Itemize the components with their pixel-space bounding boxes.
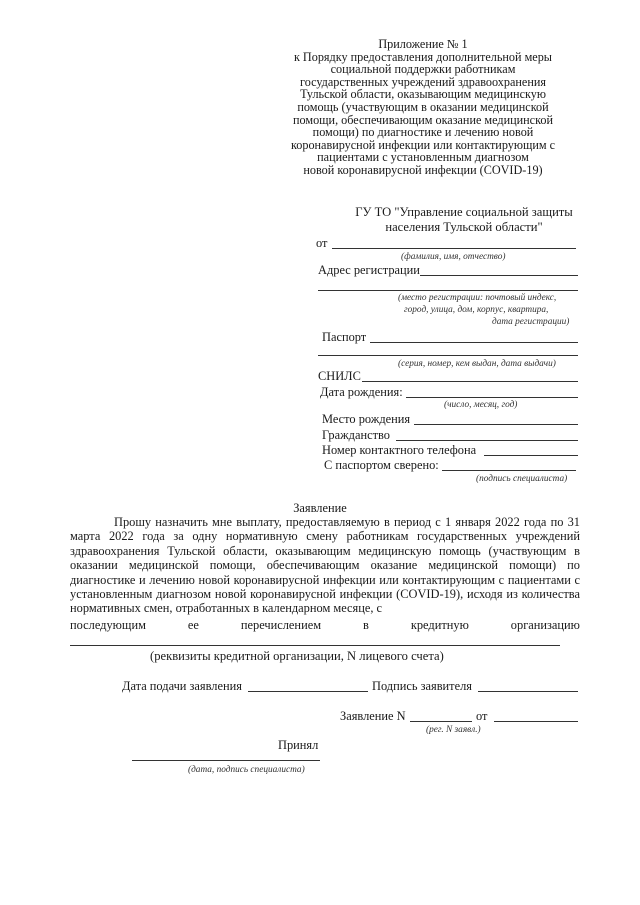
appendix-line: помощи) по диагностике и лечению новой — [312, 125, 534, 140]
snils-field[interactable] — [362, 381, 578, 382]
verified-field[interactable] — [442, 470, 576, 471]
citizenship-label: Гражданство — [322, 428, 390, 442]
application-number-field[interactable] — [410, 721, 472, 722]
statement-word: перечислением — [240, 618, 322, 632]
appendix-line: Тульской области, оказывающим медицинскую — [300, 87, 546, 102]
passport-label: Паспорт — [322, 330, 367, 344]
accepted-field[interactable] — [132, 760, 320, 761]
submission-date-label: Дата подачи заявления — [122, 679, 242, 693]
applicant-signature-field[interactable] — [478, 691, 578, 692]
appendix-line: новой коронавирусной инфекции (COVID-19) — [303, 162, 543, 177]
phone-label: Номер контактного телефона — [322, 443, 477, 457]
reg-address-hint: дата регистрации) — [492, 317, 570, 327]
registration-number-hint: (рег. N заявл.) — [426, 725, 481, 735]
appendix-line: Приложение № 1 — [378, 37, 468, 51]
statement-title: Заявление — [293, 501, 347, 515]
statement-word: в — [363, 618, 369, 632]
appendix-line: пациентами с установленным диагнозом — [317, 150, 529, 165]
passport-field[interactable] — [370, 342, 578, 343]
statement-last-line — [70, 618, 580, 633]
addressee — [340, 205, 588, 235]
dob-label: Дата рождения: — [320, 385, 403, 399]
citizenship-field[interactable] — [396, 440, 578, 441]
submission-date-field[interactable] — [248, 691, 368, 692]
accepted-hint: (дата, подпись специалиста) — [188, 765, 305, 775]
phone-field[interactable] — [484, 455, 578, 456]
verified-hint: (подпись специалиста) — [476, 474, 568, 484]
statement-word: кредитную — [410, 618, 469, 632]
application-date-field[interactable] — [494, 721, 578, 722]
reg-address-field[interactable] — [420, 275, 578, 276]
from-label: от — [316, 236, 328, 250]
statement-word: организацию — [510, 618, 580, 632]
appendix-header — [258, 38, 588, 177]
reg-address-hint: город, улица, дом, корпус, квартира, — [404, 305, 549, 315]
reg-address-label: Адрес регистрации — [318, 263, 420, 277]
appendix-line: государственных учреждений здравоохранения — [300, 74, 546, 89]
appendix-line: коронавирусной инфекции или контактирующим с — [290, 137, 556, 152]
reg-address-hint: (место регистрации: почтовый индекс, — [398, 293, 557, 303]
from-hint: (фамилия, имя, отчество) — [401, 252, 506, 262]
appendix-line: к Порядку предоставления дополнительной меры — [293, 49, 553, 64]
pob-label: Место рождения — [322, 412, 411, 426]
appendix-line: помощь (участвующим в оказании медицинской — [297, 99, 549, 114]
dob-field[interactable] — [406, 397, 578, 398]
application-date-label: от — [476, 709, 488, 723]
passport-hint: (серия, номер, кем выдан, дата выдачи) — [398, 359, 556, 369]
accepted-label: Принял — [278, 738, 319, 752]
addressee-line-1: ГУ ТО "Управление социальной защиты — [355, 205, 573, 219]
addressee-line-2: населения Тульской области" — [385, 220, 543, 234]
appendix-line: помощи, обеспечивающим оказание медицинской — [292, 112, 554, 127]
pob-field[interactable] — [414, 424, 578, 425]
statement-paragraph: Прошу назначить мне выплату, предоставляемую в период с 1 января 2022 года по 31 марта 2022 года за одну нормативную смену работникам государственных учреждений здравоохранения Тульской области, оказывающим медицинскую помощь (участвующим в оказании медицинской помощи, обеспечивающим оказание медицинской помощи) по диагностике и лечению новой коронавирусной инфекции или контактирующим с пациентами с установленным диагнозом новой коронавирусной инфекции (COVID-19), исходя из количества нормативных смен, отработанных в календарном месяце, с — [70, 515, 580, 616]
from-field[interactable] — [332, 248, 576, 249]
applicant-signature-label: Подпись заявителя — [372, 679, 472, 693]
reg-address-field-2[interactable] — [318, 290, 578, 291]
dob-hint: (число, месяц, год) — [444, 400, 518, 410]
statement-body — [70, 515, 580, 616]
statement-word: ее — [187, 618, 199, 632]
passport-field-2[interactable] — [318, 355, 578, 356]
appendix-line: социальной поддержки работникам — [330, 62, 516, 77]
statement-word: последующим — [70, 618, 146, 632]
verified-label: С паспортом сверено: — [324, 458, 439, 472]
application-number-label: Заявление N — [340, 709, 406, 723]
bank-details-field[interactable] — [70, 645, 560, 646]
snils-label: СНИЛС — [318, 369, 361, 383]
bank-details-hint: (реквизиты кредитной организации, N лицевого счета) — [150, 649, 444, 663]
